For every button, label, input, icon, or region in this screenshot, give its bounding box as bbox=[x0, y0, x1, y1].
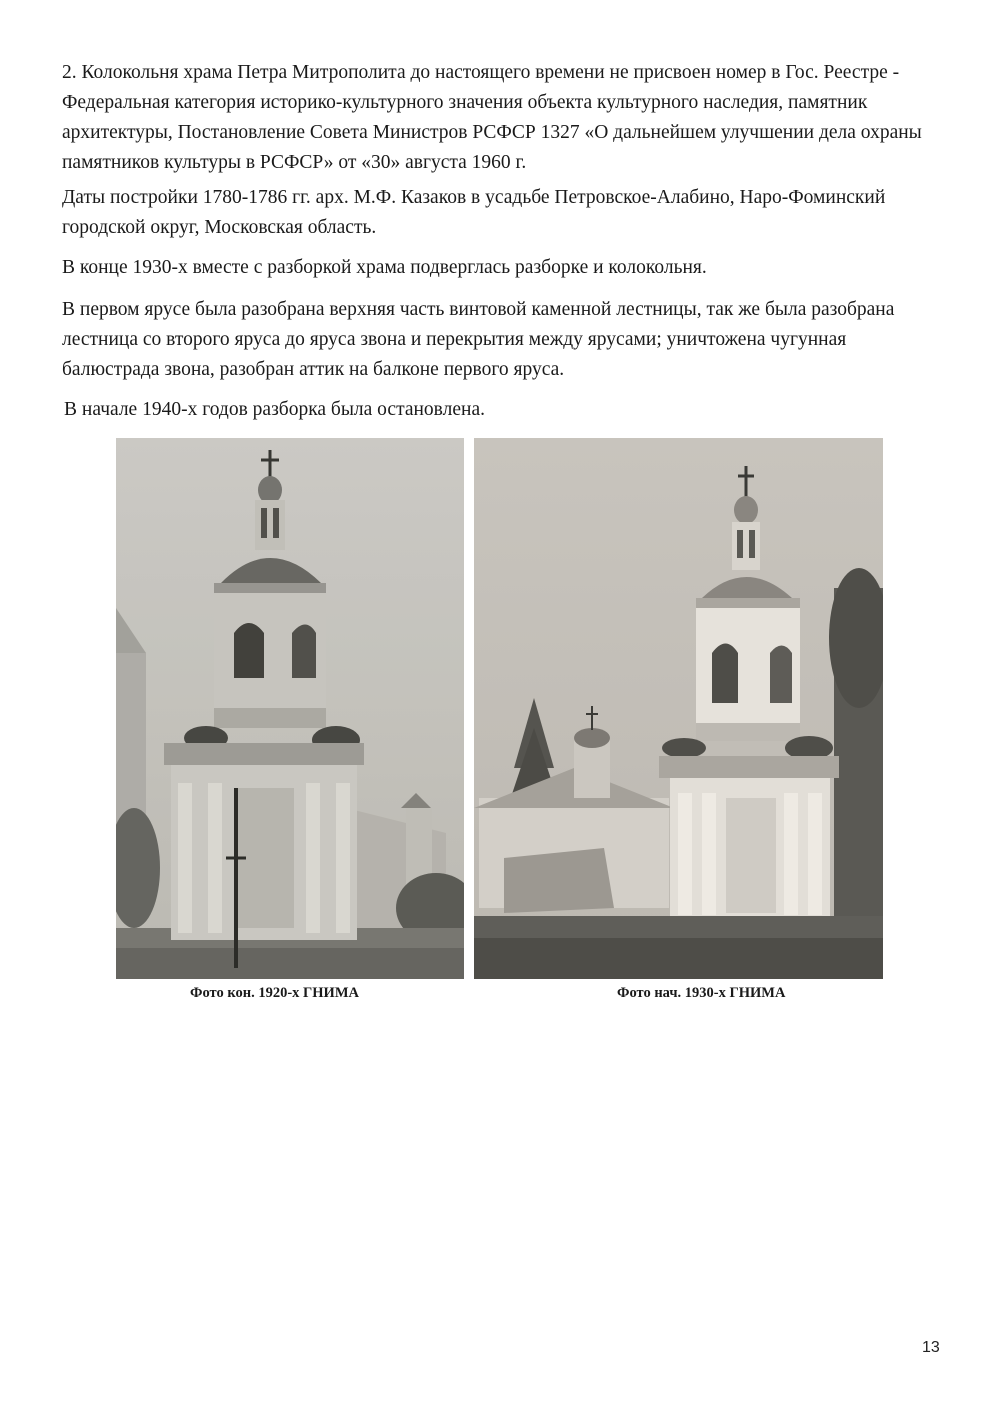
caption-right-photo: Фото нач. 1930-х ГНИМА bbox=[617, 985, 786, 1001]
bell-tower-photo-left bbox=[116, 438, 464, 979]
paragraph-construction-dates: Даты постройки 1780-1786 гг. арх. М.Ф. Казаков в усадьбе Петровское-Алабино, Наро-Фоминский городской округ, Московская область. bbox=[62, 187, 886, 238]
photo-bell-tower-1920s bbox=[116, 438, 464, 979]
paragraph-registry-status: 2. Колокольня храма Петра Митрополита до настоящего времени не присвоен номер в Гос. Реестре - Федеральная категория историко-культурного значения объекта культурного наследия, памятник архитектуры, Постановление Совета Министров РСФСР 1327 «О дальнейшем улучшении дела охраны памятников культуры в РСФСР» от «30» августа 1960 г. bbox=[62, 62, 922, 173]
paragraph-dismantling-stopped: В начале 1940-х годов разборка была остановлена. bbox=[64, 399, 485, 420]
bell-tower-photo-right bbox=[474, 438, 883, 979]
photo-bell-tower-1930s bbox=[474, 438, 883, 979]
paragraph-dismantling-1930s: В конце 1930-х вместе с разборкой храма подверглась разборке и колокольня. bbox=[62, 257, 707, 278]
paragraph-dismantling-details: В первом ярусе была разобрана верхняя часть винтовой каменной лестницы, так же была разобрана лестница со второго яруса до яруса звона и перекрытия между ярусами; уничтожена чугунная балюстрада звона, разобран аттик на балконе первого яруса. bbox=[62, 299, 895, 380]
page-number: 13 bbox=[922, 1339, 940, 1356]
caption-left-photo: Фото кон. 1920-х ГНИМА bbox=[190, 985, 359, 1001]
